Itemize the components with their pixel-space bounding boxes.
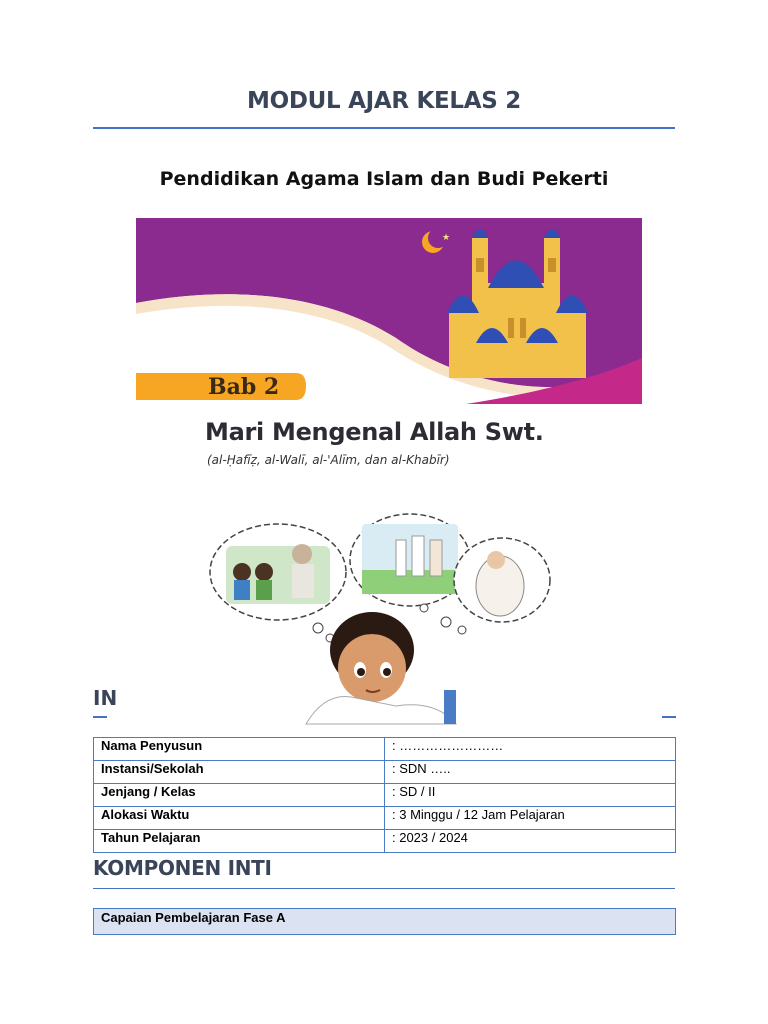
- table-row: [94, 761, 676, 784]
- info-label: Nama Penyusun: [94, 738, 385, 761]
- capaian-pembelajaran-box: [93, 908, 676, 935]
- svg-text:★: ★: [442, 233, 451, 243]
- chapter-title: Mari Mengenal Allah Swt.: [205, 418, 544, 446]
- info-value: : 3 Minggu / 12 Jam Pelajaran: [385, 807, 676, 830]
- info-divider-left: [93, 716, 107, 718]
- table-row: [94, 830, 676, 853]
- info-divider-right: [662, 716, 676, 718]
- info-label: Alokasi Waktu: [94, 807, 385, 830]
- document-subtitle: Pendidikan Agama Islam dan Budi Pekerti: [159, 168, 609, 190]
- general-info-table: [93, 737, 676, 853]
- info-label: Tahun Pelajaran: [94, 830, 385, 853]
- info-value: : 2023 / 2024: [385, 830, 676, 853]
- table-row: [94, 784, 676, 807]
- table-row: [94, 738, 676, 761]
- thinking-boy-illustration: [206, 510, 554, 724]
- document-title: MODUL AJAR KELAS 2: [247, 88, 521, 114]
- info-label: Jenjang / Kelas: [94, 784, 385, 807]
- chapter-subtitle: (al-Ḥafīẓ, al-Walī, al-'Alīm, dan al-Khabīr): [207, 453, 450, 467]
- info-value: : SDN …..: [385, 761, 676, 784]
- section-divider: [93, 888, 675, 889]
- info-label: Instansi/Sekolah: [94, 761, 385, 784]
- title-divider: [93, 127, 675, 129]
- chapter-number: Bab 2: [208, 374, 280, 400]
- info-value: : ……………………: [385, 738, 676, 761]
- info-value: : SD / II: [385, 784, 676, 807]
- table-row: [94, 807, 676, 830]
- komponen-inti-heading: KOMPONEN INTI: [93, 856, 272, 880]
- capaian-pembelajaran-label: Capaian Pembelajaran Fase A: [101, 910, 286, 925]
- information-heading-fragment: IN: [93, 686, 118, 710]
